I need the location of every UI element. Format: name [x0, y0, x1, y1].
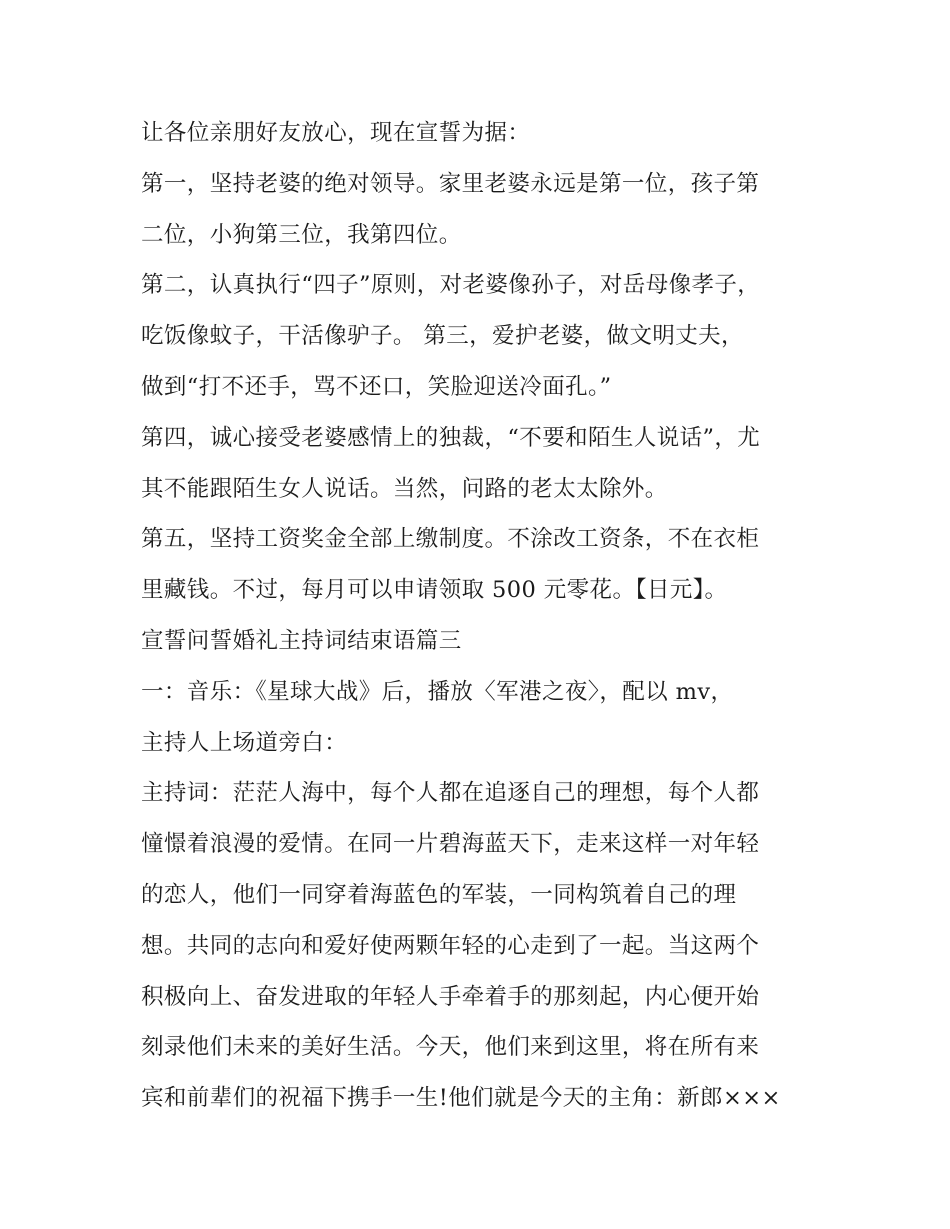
body-text [141, 108, 821, 1124]
text-line: 积极向上、奋发进取的年轻人手牵着手的那刻起，内心便开始 [141, 983, 760, 1010]
text-line: 吃饭像蚊子，干活像驴子。 第三，爱护老婆，做文明丈夫， [141, 323, 744, 350]
text-line: 宾和前辈们的祝福下携手一生!他们就是今天的主角：新郎××× [141, 1085, 781, 1112]
text-line: 让各位亲朋好友放心，现在宣誓为据： [141, 120, 531, 146]
text-line: 的恋人，他们一同穿着海蓝色的军装，一同构筑着自己的理 [141, 881, 737, 908]
text-line: 其不能跟陌生女人说话。当然，问路的老太太除外。 [141, 475, 668, 502]
text-line: 第五，坚持工资奖金全部上缴制度。不涂改工资条，不在衣柜 [141, 526, 760, 553]
text-line: 刻录他们未来的美好生活。今天，他们来到这里，将在所有来 [141, 1034, 760, 1061]
text-line: 憧憬着浪漫的爱情。在同一片碧海蓝天下，走来这样一对年轻 [141, 831, 760, 858]
text-line: 做到“打不还手，骂不还口，笑脸迎送冷面孔。” [141, 373, 612, 400]
text-line: 想。共同的志向和爱好使两颗年轻的心走到了一起。当这两个 [141, 932, 760, 959]
text-line: 主持人上场道旁白： [141, 729, 348, 756]
text-line: 一：音乐：《星球大战》后，播放〈军港之夜〉，配以 mv， [141, 678, 734, 705]
text-line: 第二，认真执行“四子”原则，对老婆像孙子，对岳母像孝子， [141, 272, 761, 299]
text-line: 主持词：茫茫人海中，每个人都在追逐自己的理想，每个人都 [141, 780, 760, 807]
section-heading: 宣誓问誓婚礼主持词结束语篇三 [141, 627, 462, 654]
text-line: 里藏钱。不过，每月可以申请领取 500 元零花。【日元】。 [141, 577, 728, 604]
text-line: 第一，坚持老婆的绝对领导。家里老婆永远是第一位，孩子第 [141, 170, 760, 197]
text-line: 第四，诚心接受老婆感情上的独裁，“不要和陌生人说话”，尤 [141, 424, 761, 451]
text-line: 二位，小狗第三位，我第四位。 [141, 221, 462, 248]
